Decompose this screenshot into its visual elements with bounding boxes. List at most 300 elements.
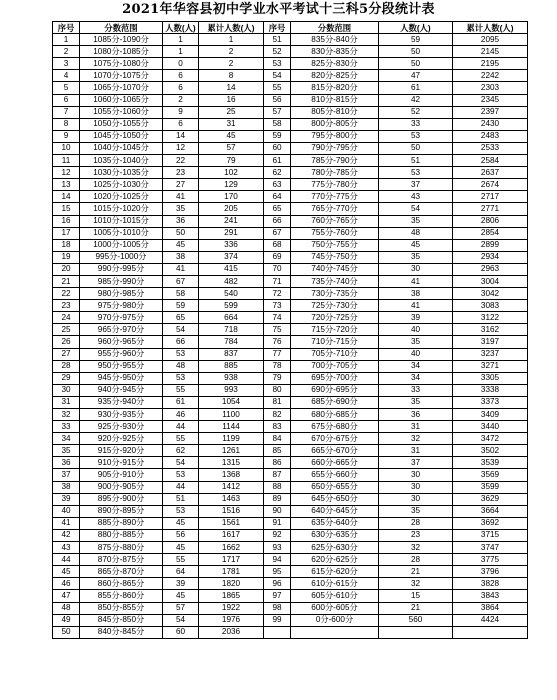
count: 30	[379, 481, 453, 493]
row-index: 38	[53, 481, 80, 493]
cumulative-count: 31	[199, 118, 264, 130]
count: 54	[163, 457, 199, 469]
table-row	[53, 372, 528, 384]
score-range: 985分-990分	[80, 275, 163, 287]
row-index: 22	[53, 288, 80, 300]
cumulative-count: 2637	[453, 167, 528, 179]
count: 6	[163, 118, 199, 130]
count: 2	[163, 94, 199, 106]
score-range: 975分-980分	[80, 300, 163, 312]
cumulative-count: 1781	[199, 566, 264, 578]
cumulative-count: 2242	[453, 70, 528, 82]
score-range: 890分-895分	[80, 505, 163, 517]
count: 52	[379, 106, 453, 118]
row-index: 46	[53, 578, 80, 590]
row-index: 79	[264, 372, 291, 384]
score-range: 615分-620分	[291, 566, 379, 578]
cumulative-count: 3373	[453, 396, 528, 408]
cumulative-count: 3502	[453, 445, 528, 457]
cumulative-count: 1199	[199, 433, 264, 445]
row-index: 54	[264, 70, 291, 82]
row-index: 96	[264, 578, 291, 590]
cumulative-count: 2963	[453, 263, 528, 275]
count: 36	[379, 409, 453, 421]
cumulative-count: 2345	[453, 94, 528, 106]
row-index	[264, 626, 291, 638]
page-title: 2021年华容县初中学业水平考试十三科5分段统计表	[122, 2, 435, 17]
table-row	[53, 94, 528, 106]
row-index: 47	[53, 590, 80, 602]
cumulative-count: 2397	[453, 106, 528, 118]
score-range: 940分-945分	[80, 384, 163, 396]
count: 39	[379, 312, 453, 324]
count: 64	[163, 566, 199, 578]
cumulative-count: 241	[199, 215, 264, 227]
cumulative-count: 1561	[199, 517, 264, 529]
score-range: 695分-700分	[291, 372, 379, 384]
row-index: 93	[264, 542, 291, 554]
row-index: 32	[53, 409, 80, 421]
header-index: 序号	[264, 22, 291, 34]
table-row	[53, 46, 528, 58]
row-index: 30	[53, 384, 80, 396]
count: 32	[379, 542, 453, 554]
count: 34	[379, 372, 453, 384]
cumulative-count: 784	[199, 336, 264, 348]
row-index: 44	[53, 554, 80, 566]
row-index: 74	[264, 312, 291, 324]
cumulative-count: 718	[199, 324, 264, 336]
count: 55	[163, 433, 199, 445]
score-range: 765分-770分	[291, 203, 379, 215]
cumulative-count: 3083	[453, 300, 528, 312]
table-row	[53, 263, 528, 275]
count: 45	[163, 542, 199, 554]
table-row	[53, 409, 528, 421]
score-range: 770分-775分	[291, 191, 379, 203]
count: 0	[163, 58, 199, 70]
score-range: 785分-790分	[291, 155, 379, 167]
cumulative-count: 1820	[199, 578, 264, 590]
row-index: 71	[264, 275, 291, 287]
score-range: 625分-630分	[291, 542, 379, 554]
cumulative-count: 3539	[453, 457, 528, 469]
score-range: 835分-840分	[291, 34, 379, 46]
count: 67	[163, 275, 199, 287]
table-row	[53, 481, 528, 493]
row-index: 67	[264, 227, 291, 239]
cumulative-count: 1463	[199, 493, 264, 505]
cumulative-count: 2483	[453, 130, 528, 142]
score-range: 685分-690分	[291, 396, 379, 408]
row-index: 43	[53, 542, 80, 554]
score-range: 915分-920分	[80, 445, 163, 457]
row-index: 24	[53, 312, 80, 324]
score-range: 680分-685分	[291, 409, 379, 421]
row-index: 36	[53, 457, 80, 469]
row-index: 76	[264, 336, 291, 348]
row-index: 21	[53, 275, 80, 287]
score-range: 895分-900分	[80, 493, 163, 505]
table-row	[53, 602, 528, 614]
header-count: 人数(人)	[379, 22, 453, 34]
score-range: 885分-890分	[80, 517, 163, 529]
score-range: 870分-875分	[80, 554, 163, 566]
count: 54	[163, 324, 199, 336]
score-range: 600分-605分	[291, 602, 379, 614]
count: 32	[379, 433, 453, 445]
cumulative-count: 482	[199, 275, 264, 287]
cumulative-count: 3599	[453, 481, 528, 493]
row-index: 13	[53, 179, 80, 191]
count: 61	[163, 396, 199, 408]
row-index: 2	[53, 46, 80, 58]
score-range: 710分-715分	[291, 336, 379, 348]
score-range: 670分-675分	[291, 433, 379, 445]
cumulative-count: 336	[199, 239, 264, 251]
table-row	[53, 239, 528, 251]
row-index: 27	[53, 348, 80, 360]
table-row	[53, 324, 528, 336]
score-range: 960分-965分	[80, 336, 163, 348]
table-row	[53, 445, 528, 457]
count: 38	[379, 288, 453, 300]
count: 30	[379, 469, 453, 481]
cumulative-count: 885	[199, 360, 264, 372]
cumulative-count: 1100	[199, 409, 264, 421]
row-index: 52	[264, 46, 291, 58]
header-count: 人数(人)	[163, 22, 199, 34]
count: 54	[379, 203, 453, 215]
table-row	[53, 167, 528, 179]
score-range: 1055分-1060分	[80, 106, 163, 118]
row-index: 98	[264, 602, 291, 614]
count: 61	[379, 82, 453, 94]
score-range: 1020分-1025分	[80, 191, 163, 203]
table-row	[53, 626, 528, 638]
count: 54	[163, 614, 199, 626]
cumulative-count: 129	[199, 179, 264, 191]
count: 51	[379, 155, 453, 167]
cumulative-count: 2095	[453, 34, 528, 46]
cumulative-count: 3271	[453, 360, 528, 372]
cumulative-count: 1	[199, 34, 264, 46]
cumulative-count: 2934	[453, 251, 528, 263]
row-index: 84	[264, 433, 291, 445]
table-row	[53, 614, 528, 626]
score-range: 905分-910分	[80, 469, 163, 481]
count: 50	[379, 58, 453, 70]
cumulative-count: 57	[199, 142, 264, 154]
count: 57	[163, 602, 199, 614]
count: 53	[163, 469, 199, 481]
count: 41	[379, 275, 453, 287]
table-row	[53, 275, 528, 287]
cumulative-count: 2145	[453, 46, 528, 58]
cumulative-count: 1144	[199, 421, 264, 433]
cumulative-count: 16	[199, 94, 264, 106]
table-row	[53, 118, 528, 130]
score-range: 0分-600分	[291, 614, 379, 626]
table-row	[53, 106, 528, 118]
row-index: 85	[264, 445, 291, 457]
row-index: 72	[264, 288, 291, 300]
cumulative-count: 3440	[453, 421, 528, 433]
score-range: 880分-885分	[80, 529, 163, 541]
cumulative-count: 3864	[453, 602, 528, 614]
score-range: 705分-710分	[291, 348, 379, 360]
table-row	[53, 34, 528, 46]
table-row	[53, 191, 528, 203]
cumulative-count: 102	[199, 167, 264, 179]
score-range: 1005分-1010分	[80, 227, 163, 239]
count: 21	[379, 566, 453, 578]
row-index: 59	[264, 130, 291, 142]
table-row	[53, 554, 528, 566]
cumulative-count: 2806	[453, 215, 528, 227]
count: 28	[379, 554, 453, 566]
row-index: 10	[53, 142, 80, 154]
cumulative-count: 1617	[199, 529, 264, 541]
cumulative-count: 3042	[453, 288, 528, 300]
score-range: 865分-870分	[80, 566, 163, 578]
score-range: 855分-860分	[80, 590, 163, 602]
row-index: 1	[53, 34, 80, 46]
row-index: 5	[53, 82, 80, 94]
row-index: 51	[264, 34, 291, 46]
count: 560	[379, 614, 453, 626]
count: 66	[163, 336, 199, 348]
table-row	[53, 396, 528, 408]
count: 59	[379, 34, 453, 46]
row-index: 6	[53, 94, 80, 106]
score-range: 725分-730分	[291, 300, 379, 312]
table-row	[53, 300, 528, 312]
table-row	[53, 493, 528, 505]
cumulative-count: 599	[199, 300, 264, 312]
count: 53	[163, 505, 199, 517]
score-range: 790分-795分	[291, 142, 379, 154]
row-index: 26	[53, 336, 80, 348]
table-row	[53, 529, 528, 541]
count: 55	[163, 384, 199, 396]
score-range: 1065分-1070分	[80, 82, 163, 94]
table-row	[53, 312, 528, 324]
table-row	[53, 227, 528, 239]
count	[379, 626, 453, 638]
row-index: 94	[264, 554, 291, 566]
cumulative-count: 79	[199, 155, 264, 167]
cumulative-count: 2303	[453, 82, 528, 94]
score-range: 650分-655分	[291, 481, 379, 493]
header-range: 分数范围	[291, 22, 379, 34]
table-body	[53, 34, 528, 639]
count: 35	[379, 215, 453, 227]
score-range: 715分-720分	[291, 324, 379, 336]
count: 50	[379, 46, 453, 58]
table-header-row	[53, 22, 528, 34]
count: 48	[379, 227, 453, 239]
score-range: 800分-805分	[291, 118, 379, 130]
count: 38	[163, 251, 199, 263]
row-index: 35	[53, 445, 80, 457]
row-index: 31	[53, 396, 80, 408]
cumulative-count: 1516	[199, 505, 264, 517]
row-index: 66	[264, 215, 291, 227]
count: 53	[163, 348, 199, 360]
row-index: 7	[53, 106, 80, 118]
score-range: 860分-865分	[80, 578, 163, 590]
count: 43	[379, 191, 453, 203]
cumulative-count: 374	[199, 251, 264, 263]
score-range: 720分-725分	[291, 312, 379, 324]
row-index: 61	[264, 155, 291, 167]
count: 41	[163, 263, 199, 275]
count: 59	[163, 300, 199, 312]
cumulative-count: 3629	[453, 493, 528, 505]
cumulative-count: 3472	[453, 433, 528, 445]
score-range: 655分-660分	[291, 469, 379, 481]
count: 50	[379, 142, 453, 154]
score-range: 830分-835分	[291, 46, 379, 58]
row-index: 20	[53, 263, 80, 275]
score-range: 735分-740分	[291, 275, 379, 287]
header-cumulative: 累计人数(人)	[453, 22, 528, 34]
score-range	[291, 626, 379, 638]
cumulative-count: 3775	[453, 554, 528, 566]
count: 36	[163, 215, 199, 227]
row-index: 33	[53, 421, 80, 433]
cumulative-count: 2	[199, 58, 264, 70]
row-index: 4	[53, 70, 80, 82]
count: 44	[163, 481, 199, 493]
count: 50	[163, 227, 199, 239]
cumulative-count: 664	[199, 312, 264, 324]
count: 32	[379, 578, 453, 590]
count: 35	[379, 336, 453, 348]
row-index: 14	[53, 191, 80, 203]
table-row	[53, 142, 528, 154]
row-index: 9	[53, 130, 80, 142]
table-row	[53, 70, 528, 82]
row-index: 75	[264, 324, 291, 336]
cumulative-count: 2	[199, 46, 264, 58]
cumulative-count: 4424	[453, 614, 528, 626]
score-range: 760分-765分	[291, 215, 379, 227]
row-index: 99	[264, 614, 291, 626]
score-range: 850分-855分	[80, 602, 163, 614]
count: 53	[379, 130, 453, 142]
table-row	[53, 360, 528, 372]
row-index: 63	[264, 179, 291, 191]
count: 34	[379, 360, 453, 372]
count: 58	[163, 288, 199, 300]
score-range: 815分-820分	[291, 82, 379, 94]
score-range: 605分-610分	[291, 590, 379, 602]
score-range: 990分-995分	[80, 263, 163, 275]
row-index: 37	[53, 469, 80, 481]
score-range: 635分-640分	[291, 517, 379, 529]
count: 45	[379, 239, 453, 251]
row-index: 23	[53, 300, 80, 312]
score-range: 1075分-1080分	[80, 58, 163, 70]
row-index: 87	[264, 469, 291, 481]
score-range: 910分-915分	[80, 457, 163, 469]
score-range: 970分-975分	[80, 312, 163, 324]
score-range: 805分-810分	[291, 106, 379, 118]
table-row	[53, 348, 528, 360]
count: 65	[163, 312, 199, 324]
row-index: 57	[264, 106, 291, 118]
cumulative-count: 3197	[453, 336, 528, 348]
table-row	[53, 155, 528, 167]
cumulative-count: 3828	[453, 578, 528, 590]
cumulative-count: 1865	[199, 590, 264, 602]
score-range: 980分-985分	[80, 288, 163, 300]
row-index: 62	[264, 167, 291, 179]
cumulative-count: 8	[199, 70, 264, 82]
cumulative-count: 3305	[453, 372, 528, 384]
row-index: 73	[264, 300, 291, 312]
row-index: 82	[264, 409, 291, 421]
score-range: 965分-970分	[80, 324, 163, 336]
row-index: 90	[264, 505, 291, 517]
row-index: 29	[53, 372, 80, 384]
score-range: 740分-745分	[291, 263, 379, 275]
count: 31	[379, 445, 453, 457]
cumulative-count: 3747	[453, 542, 528, 554]
table-row	[53, 251, 528, 263]
count: 31	[379, 421, 453, 433]
cumulative-count: 1717	[199, 554, 264, 566]
cumulative-count: 205	[199, 203, 264, 215]
count: 45	[163, 517, 199, 529]
count: 30	[379, 263, 453, 275]
score-range: 745分-750分	[291, 251, 379, 263]
row-index: 58	[264, 118, 291, 130]
cumulative-count: 2584	[453, 155, 528, 167]
cumulative-count: 2717	[453, 191, 528, 203]
count: 21	[379, 602, 453, 614]
row-index: 50	[53, 626, 80, 638]
row-index: 83	[264, 421, 291, 433]
row-index: 39	[53, 493, 80, 505]
cumulative-count: 1368	[199, 469, 264, 481]
table-row	[53, 433, 528, 445]
count: 44	[163, 421, 199, 433]
score-range: 875分-880分	[80, 542, 163, 554]
cumulative-count: 1922	[199, 602, 264, 614]
cumulative-count: 2195	[453, 58, 528, 70]
score-range: 645分-650分	[291, 493, 379, 505]
count: 35	[379, 251, 453, 263]
count: 28	[379, 517, 453, 529]
count: 45	[163, 590, 199, 602]
header-cumulative: 累计人数(人)	[199, 22, 264, 34]
cumulative-count: 2036	[199, 626, 264, 638]
score-range: 620分-625分	[291, 554, 379, 566]
cumulative-count: 1412	[199, 481, 264, 493]
score-distribution-table	[52, 21, 528, 639]
cumulative-count: 2899	[453, 239, 528, 251]
table-row	[53, 505, 528, 517]
count: 48	[163, 360, 199, 372]
score-range: 935分-940分	[80, 396, 163, 408]
cumulative-count: 2771	[453, 203, 528, 215]
count: 15	[379, 590, 453, 602]
row-index: 92	[264, 529, 291, 541]
count: 56	[163, 529, 199, 541]
